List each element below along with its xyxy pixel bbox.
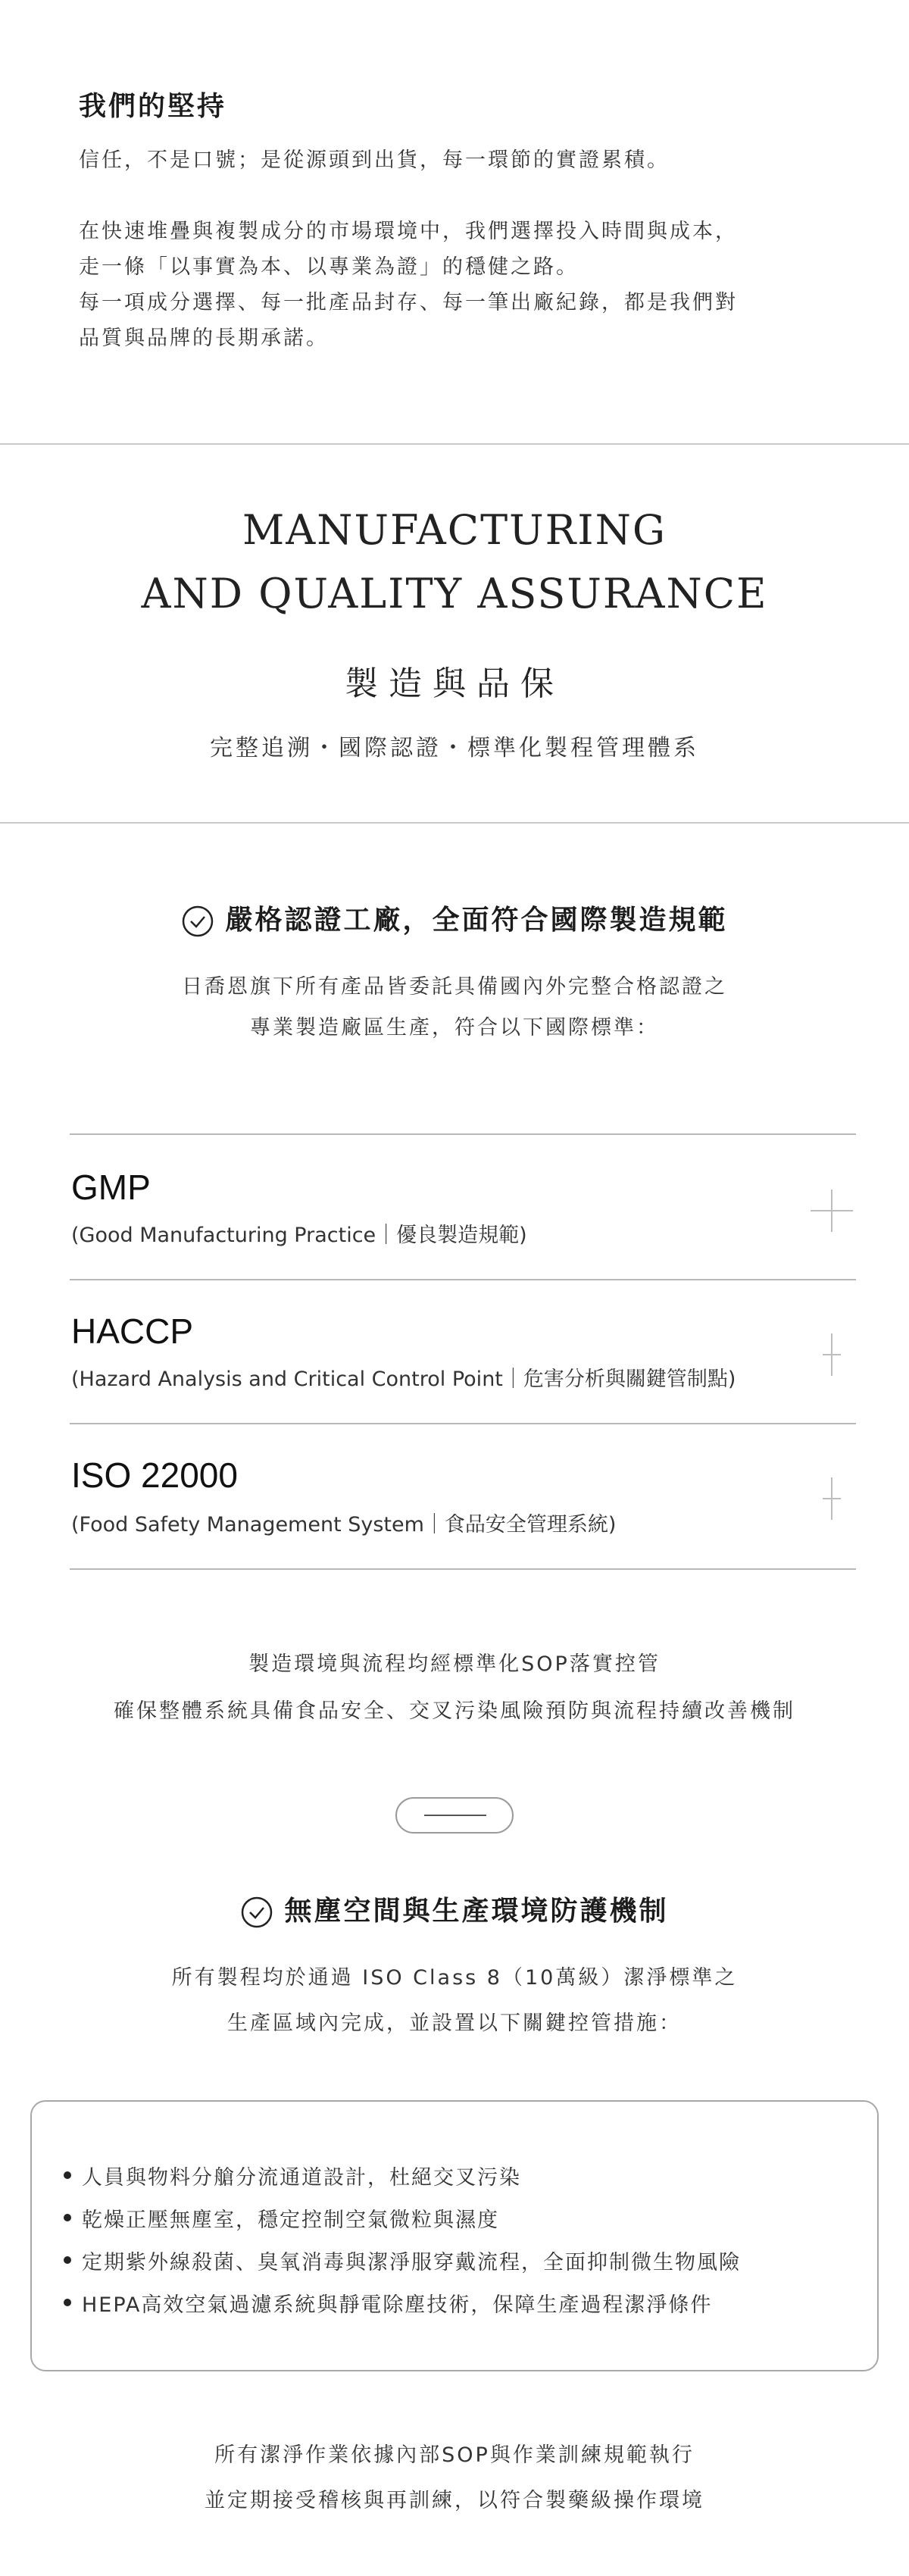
accordion-divider [70,1279,856,1280]
plus-icon[interactable] [811,1333,853,1376]
measure-item [82,2203,499,2233]
commitment-paragraph-line: 每一項成分選擇、每一批產品封存、每一筆出廠紀錄，都是我們對 [79,291,738,314]
commitment-paragraph [79,214,738,356]
certification-outro-line: 確保整體系統具備食品安全、交叉污染風險預防與流程持續改善機制 [114,1699,795,1723]
measure-text: 人員與物料分艙分流通道設計，杜絕交叉污染 [82,2166,521,2190]
measure-item [82,2246,741,2275]
bullet-icon [64,2256,71,2264]
standard-name: GMP [71,1168,151,1207]
measure-item [82,2161,521,2190]
manufacturing-subtitle: 完整追溯・國際認證・標準化製程管理體系 [210,735,699,761]
standard-name: HACCP [71,1311,194,1351]
manufacturing-title-zh: 製造與品保 [345,664,564,703]
measure-text: HEPA高效空氣過濾系統與靜電除塵技術，保障生產過程潔淨條件 [82,2293,713,2317]
standard-name: ISO 22000 [71,1455,238,1495]
check-circle-icon [240,1896,273,1929]
commitment-title: 我們的堅持 [79,91,227,122]
check-circle-icon [181,905,214,938]
cleanroom-outro-line: 並定期接受稽核與再訓練，以符合製藥級操作環境 [205,2489,704,2512]
manufacturing-title-en-line1: MANUFACTURING [242,506,667,554]
standard-desc: (Hazard Analysis and Critical Control Point｜危害分析與關鍵管制點) [71,1368,736,1391]
plus-icon[interactable] [811,1477,853,1520]
accordion-divider [70,1568,856,1570]
accordion-divider [70,1423,856,1424]
pill-separator [395,1797,514,1834]
certification-intro-line: 專業製造廠區生產，符合以下國際標準： [250,1016,659,1039]
section-divider [0,443,909,445]
cleanroom-intro-line: 所有製程均於通過 ISO Class 8（10萬級）潔淨標準之 [171,1966,738,1990]
bullet-icon [64,2214,71,2221]
plus-icon[interactable] [811,1190,853,1232]
section-divider [0,822,909,824]
commitment-lead: 信任，不是口號；是從源頭到出貨，每一環節的實證累積。 [79,148,670,172]
measure-item [82,2288,712,2318]
commitment-paragraph-line: 在快速堆疊與複製成分的市場環境中，我們選擇投入時間與成本， [79,220,738,243]
pill-bar [424,1815,486,1816]
certification-intro-line: 日喬恩旗下所有產品皆委託具備國內外完整合格認證之 [182,975,727,999]
standard-desc: (Good Manufacturing Practice｜優良製造規範) [71,1224,527,1247]
cleanroom-heading-text: 無塵空間與生產環境防護機制 [284,1896,669,1927]
measures-box [30,2100,879,2371]
bullet-icon [64,2171,71,2179]
cleanroom-intro-line: 生產區域內完成，並設置以下關鍵控管措施： [227,2012,682,2035]
measure-text: 定期紫外線殺菌、臭氧消毒與潔淨服穿戴流程，全面抑制微生物風險 [82,2251,741,2274]
certification-heading-text: 嚴格認證工廠，全面符合國際製造規範 [225,905,728,936]
cleanroom-heading [0,1890,909,1929]
accordion-divider [70,1133,856,1135]
standard-desc: (Food Safety Management System｜食品安全管理系統) [71,1513,617,1537]
certification-heading [0,899,909,938]
cleanroom-outro-line: 所有潔淨作業依據內部SOP與作業訓練規範執行 [214,2443,695,2467]
certification-outro-line: 製造環境與流程均經標準化SOP落實控管 [248,1652,661,1676]
measure-text: 乾燥正壓無塵室，穩定控制空氣微粒與濕度 [82,2209,499,2232]
commitment-paragraph-line: 走一條「以事實為本、以專業為證」的穩健之路。 [79,255,579,279]
bullet-icon [64,2299,71,2306]
commitment-paragraph-line: 品質與品牌的長期承諾。 [79,327,329,350]
manufacturing-title-en-line2: AND QUALITY ASSURANCE [141,570,768,617]
